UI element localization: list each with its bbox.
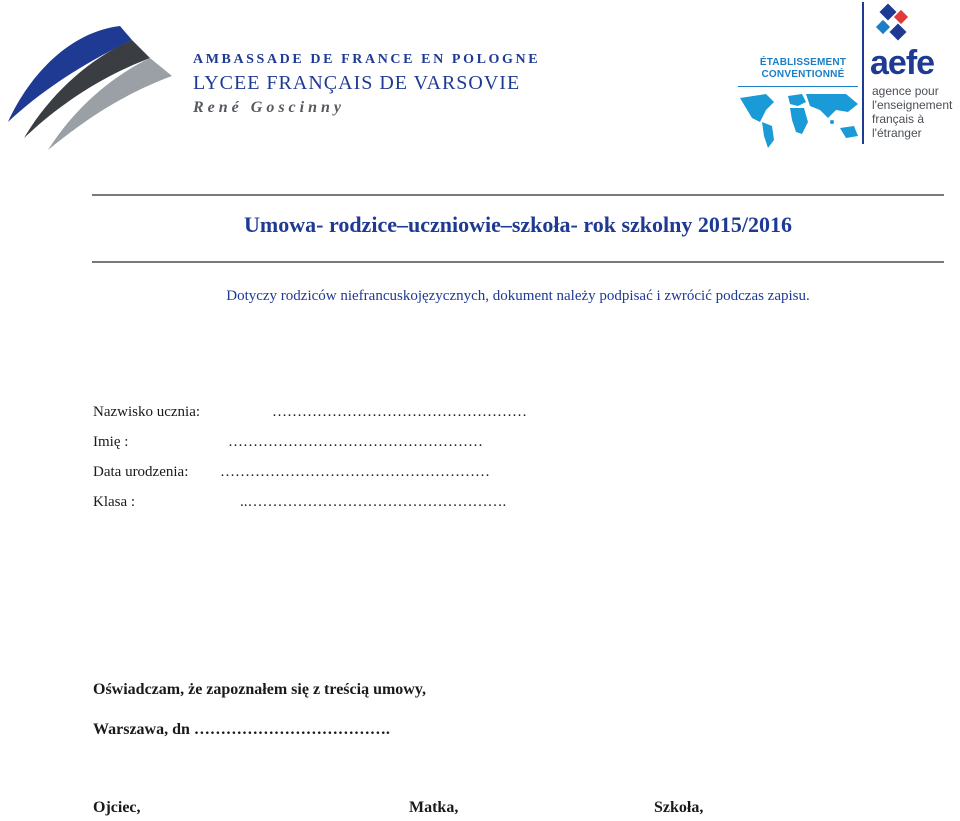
- aefe-divider: [862, 2, 864, 144]
- aefe-tagline: agence pour l'enseignement français à l'étranger: [872, 84, 953, 140]
- field-label-firstname: Imię :: [93, 434, 129, 450]
- aefe-logo-text: aefe: [870, 44, 935, 82]
- field-label-surname: Nazwisko ucznia:: [93, 404, 201, 420]
- document-subtitle: [92, 288, 944, 305]
- signature-school: Szkoła,: [654, 799, 704, 816]
- title-top-rule: [92, 194, 944, 196]
- signature-mother: Matka,: [409, 799, 459, 816]
- field-value-birthdate: ………………………………………………: [220, 464, 490, 480]
- subtitle-line-1: Dotyczy rodziców niefrancuskojęzycznych, dokument należy podpisać i zwrócić podczas zapisu.: [226, 288, 810, 304]
- field-value-class: ..…………………………………………….: [240, 494, 507, 510]
- world-map-icon: [736, 88, 864, 150]
- declaration-text: Oświadczam, że zapoznałem się z treścią umowy,: [93, 681, 426, 698]
- school-patron: René Goscinny: [193, 99, 345, 116]
- place-date-line: Warszawa, dn ……………………………….: [93, 721, 390, 738]
- etablissement-divider: [738, 86, 858, 87]
- school-name: LYCEE FRANÇAIS DE VARSOVIE: [193, 72, 521, 94]
- field-label-class: Klasa :: [93, 494, 136, 510]
- field-value-firstname: ……………………………………………: [228, 434, 483, 450]
- signature-father: Ojciec,: [93, 799, 141, 816]
- lycee-swoosh-logo: [0, 14, 180, 154]
- field-label-birthdate: Data urodzenia:: [93, 464, 189, 480]
- field-value-surname: ……………………………………………: [272, 404, 527, 420]
- etablissement-conventionne-label: ÉTABLISSEMENT CONVENTIONNÉ: [759, 57, 847, 80]
- embassy-line: AMBASSADE DE FRANCE EN POLOGNE: [193, 52, 541, 67]
- document-title: Umowa- rodzice–uczniowie–szkoła- rok szkolny 2015/2016: [244, 212, 792, 237]
- title-bottom-rule: [92, 261, 944, 263]
